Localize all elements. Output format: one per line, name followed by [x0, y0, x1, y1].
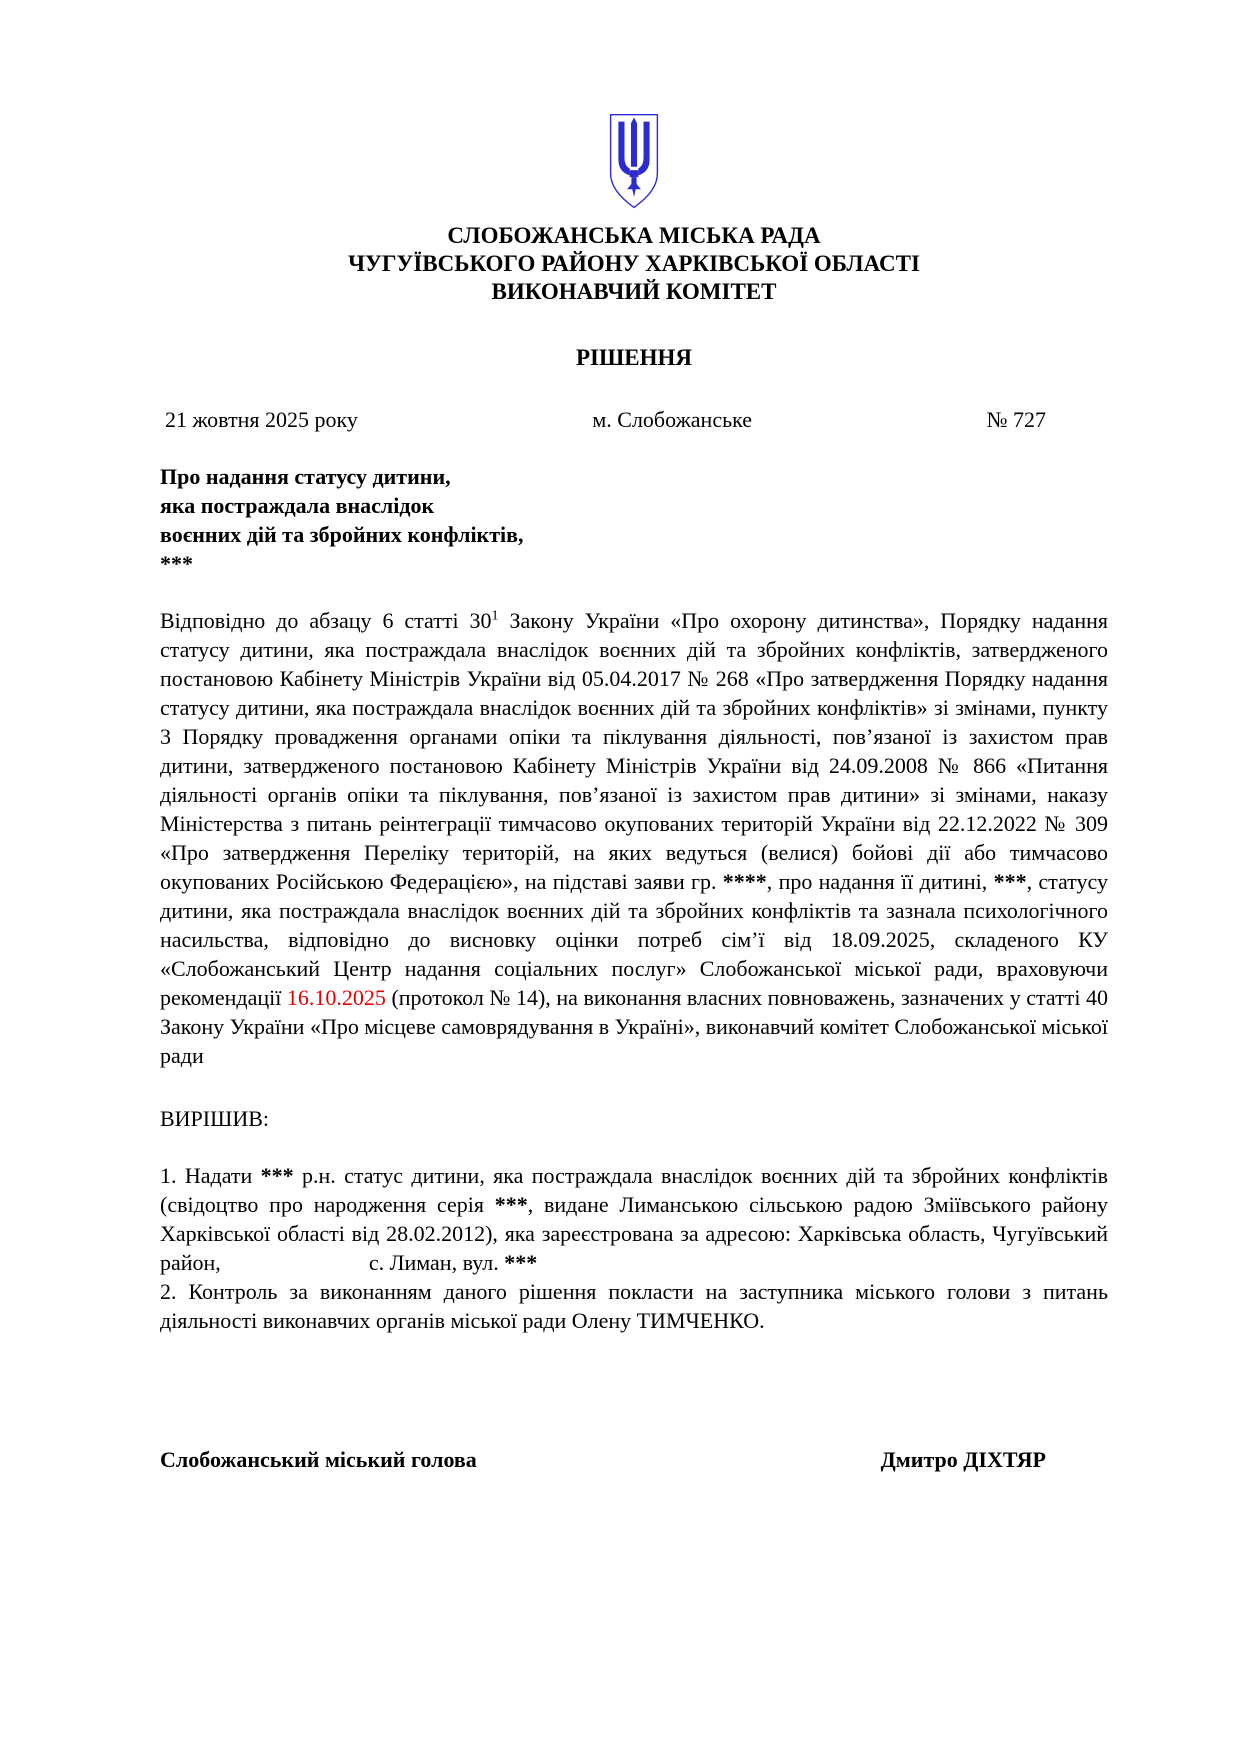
preamble-segment: (протокол № 14), на виконання власних повноважень, зазначених у статті 40 Закону України «Про місцеве самоврядування в Україні», виконавчий комітет Слобожанської міської ради: [160, 985, 1108, 1068]
highlighted-date: 16.10.2025: [286, 985, 386, 1010]
signature-name: Дмитро ДІХТЯР: [880, 1447, 1046, 1472]
ukraine-trident-icon: [608, 113, 660, 210]
resolution-item-2: 2. Контроль за виконанням даного рішення покласти на заступника міського голови з питань діяльності виконавчих органів міської ради Олену ТИМЧЕНКО.: [160, 1279, 1108, 1333]
preamble-segment: Закону України «Про охорону дитинства», Порядку надання статусу дитини, яка постраждала внаслідок воєнних дій та збройних конфліктів, затвердженого постановою Кабінету Міністрів України від 05.04.2017 № 268 «Про затвердження Порядку надання статусу дитини, яка постраждала внаслідок воєнних дій та збройних конфліктів» зі змінами, пункту 3 Порядку провадження органами опіки та піклування діяльності, пов’язаної із захистом прав дитини, затвердженого постановою Кабінету Міністрів України від 24.09.2008 № 866 «Питання діяльності органів опіки та піклування, пов’язаної із захистом прав дитини» зі змінами, наказу Міністерства з питань реінтеграції тимчасово окупованих територій України від 22.12.2022 № 309 «Про затвердження Переліку територій, на яких ведуться (велися) бойові дії або тимчасово окупованих Російською Федерацією», на підставі заяви гр.: [160, 608, 1108, 894]
document-meta-row: [160, 406, 1108, 434]
resolution-items: [160, 1161, 1108, 1335]
document-number: № 727: [986, 407, 1046, 432]
superscript-footnote: 1: [491, 608, 499, 624]
signature-position: Слобожанський міський голова: [160, 1447, 477, 1472]
subject-line-3: воєнних дій та збройних конфліктів,: [160, 522, 524, 547]
document-date: 21 жовтня 2025 року: [165, 407, 358, 432]
organization-name-block: [160, 222, 1108, 306]
preamble-paragraph: [160, 606, 1108, 1070]
org-name-line-1: СЛОБОЖАНСЬКА МІСЬКА РАДА: [447, 223, 821, 248]
redacted-certificate-series: ***: [494, 1192, 528, 1217]
subject-line-2: яка постраждала внаслідок: [160, 493, 435, 518]
resolution-item-1: [160, 1161, 1108, 1277]
resolved-label: ВИРІШИВ:: [160, 1106, 269, 1131]
preamble-segment: , статусу дитини, яка постраждала внаслідок воєнних дій та збройних конфліктів та зазнала психологічного насильства, відповідно до висновку оцінки потреб сім’ї від 18.09.2025, складеного КУ «Слобожанський Центр надання соціальних послуг» Слобожанської міської ради, враховуючи рекомендації: [160, 869, 1108, 1010]
item1-segment: р.н. статус дитини, яка постраждала внаслідок воєнних дій та збройних конфліктів (свідоцтво про народження серія: [160, 1163, 1108, 1217]
preamble-segment: Відповідно до абзацу 6 статті 30: [160, 608, 492, 633]
redacted-birth-year: ***: [260, 1163, 294, 1188]
subject-line-4: ***: [160, 551, 193, 576]
item1-segment: , видане Лиманською сільською радою Зміївського району Харківської області від 28.02.2012), яка зареєстрована за адресою: Харківська область, Чугуївський район,: [160, 1192, 1108, 1275]
document-type-title: РІШЕННЯ: [576, 345, 692, 370]
org-name-line-2: ЧУГУЇВСЬКОГО РАЙОНУ ХАРКІВСЬКОЇ ОБЛАСТІ: [348, 251, 920, 276]
preamble-segment: , про надання її дитині,: [766, 869, 994, 894]
subject-block: [160, 462, 1108, 578]
org-name-line-3: ВИКОНАВЧИЙ КОМІТЕТ: [491, 279, 777, 304]
signature-row: [160, 1445, 1108, 1474]
redacted-child-name: ***: [993, 869, 1027, 894]
item1-segment: 1. Надати: [160, 1163, 261, 1188]
item1-segment: с. Лиман, вул.: [368, 1250, 505, 1275]
document-place: м. Слобожанське: [592, 407, 753, 432]
emblem-container: [160, 113, 1108, 216]
redacted-applicant-name: ****: [722, 869, 767, 894]
redacted-street: ***: [504, 1250, 538, 1275]
subject-line-1: Про надання статусу дитини,: [160, 464, 451, 489]
